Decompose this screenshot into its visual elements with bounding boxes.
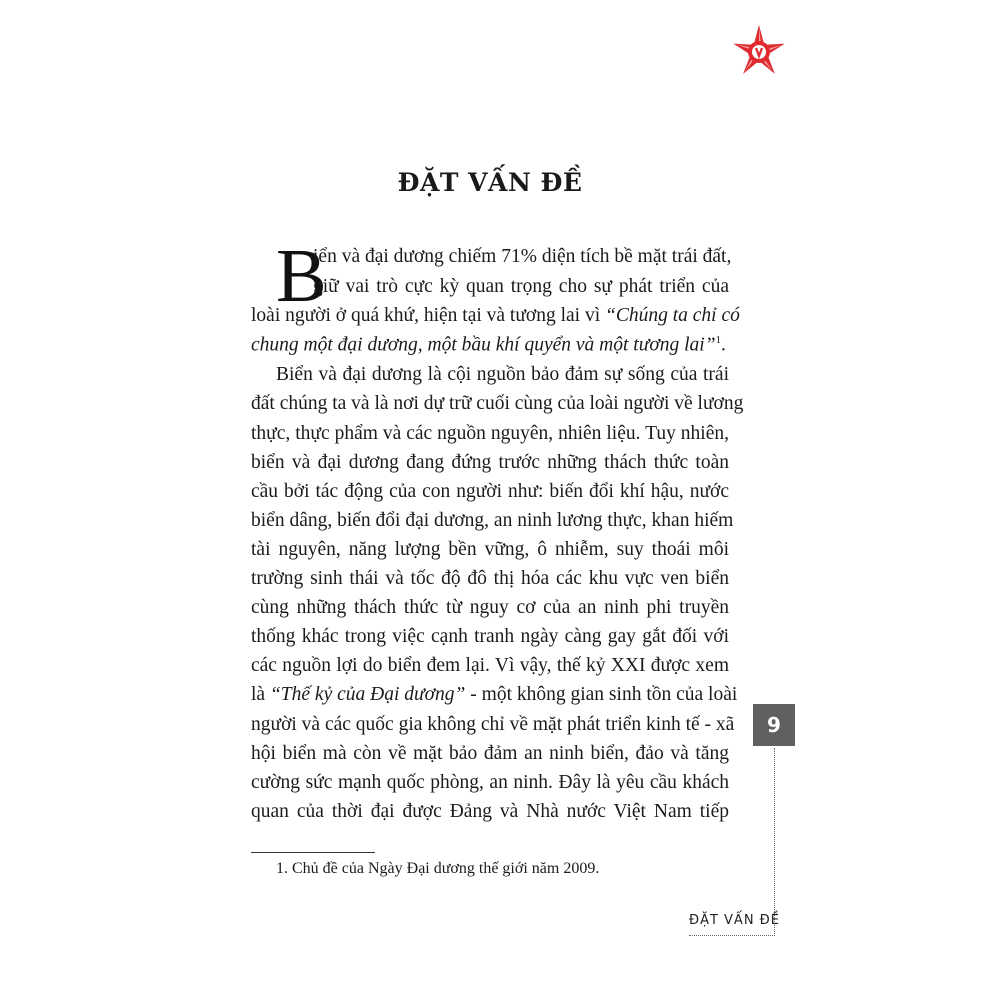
dotted-rule-horizontal bbox=[689, 935, 775, 936]
text-line: biển và đại dương đang đứng trước những thách thức toàn bbox=[251, 452, 729, 473]
text-line: thống khác trong việc cạnh tranh ngày càng gay gắt đối với bbox=[251, 626, 729, 647]
footnote: 1. Chủ đề của Ngày Đại dương thế giới năm 2009. bbox=[276, 860, 600, 877]
text-line: cùng những thách thức từ nguy cơ của an ninh phi truyền bbox=[251, 597, 729, 618]
text-line: quan của thời đại được Đảng và Nhà nước Việt Nam tiếp bbox=[251, 801, 729, 822]
text-line: hội biển mà còn về mặt bảo đảm an ninh biển, đảo và tăng bbox=[251, 743, 729, 764]
red-star-emblem-icon bbox=[729, 22, 789, 82]
text-run: là bbox=[251, 684, 270, 705]
text-line: biển dâng, biến đổi đại dương, an ninh lương thực, khan hiếm bbox=[251, 510, 734, 531]
text-line bbox=[251, 684, 738, 706]
running-head: ĐẶT VẤN ĐỀ bbox=[689, 913, 780, 928]
text-line: cầu bởi tác động của con người như: biến đổi khí hậu, nước bbox=[251, 481, 729, 502]
text-line: thực, thực phẩm và các nguồn nguyên, nhiên liệu. Tuy nhiên, bbox=[251, 423, 729, 444]
page-title: ĐẶT VẤN ĐỀ bbox=[397, 168, 583, 197]
page-number: 9 bbox=[753, 704, 795, 746]
italic-quote: chung một đại dương, một bầu khí quyển và một tương lai” bbox=[251, 334, 716, 356]
text-line: tài nguyên, năng lượng bền vững, ô nhiễm, suy thoái môi bbox=[251, 539, 729, 560]
text-line: iển và đại dương chiếm 71% diện tích bề mặt trái đất, bbox=[313, 246, 732, 267]
text-line: cường sức mạnh quốc phòng, an ninh. Đây là yêu cầu khách bbox=[251, 772, 729, 793]
text-line: trường sinh thái và tốc độ đô thị hóa các khu vực ven biển bbox=[251, 568, 729, 589]
text-line: đất chúng ta và là nơi dự trữ cuối cùng của loài người về lương bbox=[251, 393, 744, 414]
italic-quote: “Thế kỷ của Đại dương” bbox=[269, 684, 466, 705]
text-line bbox=[251, 334, 729, 357]
italic-quote: “Chúng ta chỉ có bbox=[605, 305, 740, 326]
footnote-ref: 1 bbox=[715, 334, 722, 346]
text-line: các nguồn lợi do biển đem lại. Vì vậy, thế kỷ XXI được xem bbox=[251, 655, 729, 676]
text-run: loài người ở quá khứ, hiện tại và tương lai vì bbox=[251, 305, 605, 326]
footnote-divider bbox=[251, 852, 375, 853]
text-line: giữ vai trò cực kỳ quan trọng cho sự phát triển của bbox=[313, 276, 729, 297]
text-line: Biển và đại dương là cội nguồn bảo đảm sự sống của trái bbox=[276, 364, 729, 385]
drop-cap: B bbox=[276, 234, 327, 318]
dotted-rule-vertical bbox=[774, 748, 775, 936]
text-run: . bbox=[721, 334, 726, 356]
text-line bbox=[251, 305, 740, 327]
text-run: - một không gian sinh tồn của loài bbox=[465, 684, 738, 705]
text-line: người và các quốc gia không chỉ về mặt phát triển kinh tế - xã bbox=[251, 714, 735, 735]
